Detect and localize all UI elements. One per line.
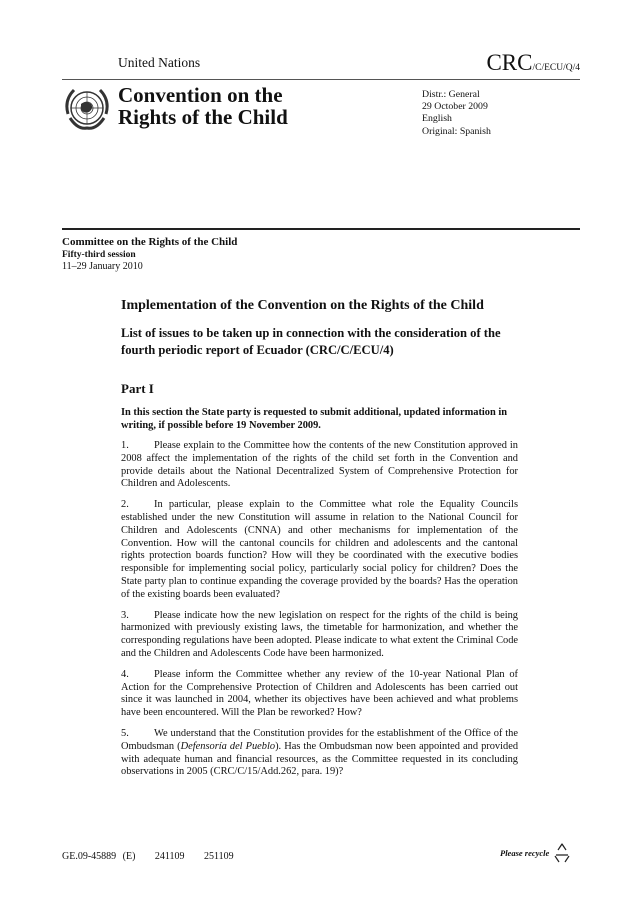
footer-code: GE.09-45889 (E) 241109 251109	[62, 851, 234, 862]
distribution-info	[422, 89, 491, 138]
paragraphs	[121, 440, 518, 787]
session: Fifty-third session	[62, 249, 136, 260]
paragraph-number: 1.	[121, 440, 129, 451]
org-name: United Nations	[118, 55, 201, 70]
committee-info	[62, 236, 237, 274]
document-symbol	[486, 50, 580, 76]
recycle-notice	[500, 842, 573, 864]
language-line: English	[422, 113, 452, 125]
title-line: Convention on the	[118, 83, 283, 107]
symbol-main: CRC	[486, 50, 533, 75]
paragraph-number: 2.	[121, 499, 129, 511]
paragraph	[121, 440, 518, 491]
paragraph-emphasis: Defensoría del Pueblo	[180, 740, 276, 752]
paragraph-text: Please explain to the Committee how the contents of the new Constitution approved in 2008 affect the implementation of the rights of the child set forth in the Convention and provide details about the National Decentralized System of Comprehensive Protection for Children and Adolescents.	[121, 440, 518, 490]
paragraph-text: We understand that the Constitution provides for the establishment of the Office of the Ombudsman (	[121, 727, 518, 752]
paragraph-number: 3.	[121, 609, 129, 621]
paragraph-text: Please inform the Committee whether any review of the 10-year National Plan of Action for the Comprehensive Protection of Children and Adolescents has been carried out since it was launched in 2004, whether its objectives have been achieved and what problems have been encountered. Will the Plan be reworked? How?	[121, 668, 518, 719]
original-language-line: Original: Spanish	[422, 125, 491, 137]
paragraph-text: In particular, please explain to the Committee what role the Equality Councils established under the new Constitution will assume in relation to the National Council for Children and Adolescents (CNNA) and other mechanisms for implementation of the Convention. How will the cantonal councils for children and adolescents and the cantonal rights protection boards function? How will they be coordinated with the executive bodies responsible for implementing social policy, particularly social policy for children? Does the State party plan to continue expanding the coverage provided by the boards? Has the operation of the existing boards been evaluated?	[121, 499, 518, 600]
paragraph-text: Please indicate how the new legislation on respect for the rights of the child is being harmonized with previously existing laws, the timetable for harmonization, and whether the corresponding regulations have been adopted. Please indicate to what extent the Criminal Code and the Children and Adolescents Code have been harmonized.	[121, 609, 518, 659]
paragraph-text: ). Has the Ombudsman now been appointed and provided with adequate human and financial resources, as the Committee requested in its concluding observations in 2005 (CRC/C/15/Add.262, para. 19)?	[121, 740, 519, 778]
subheading: List of issues to be taken up in connection with the consideration of the fourth periodic report of Ecuador (CRC/C/ECU/4)	[121, 326, 501, 357]
recycle-icon	[551, 842, 573, 864]
paragraph	[121, 728, 518, 779]
main-heading: Implementation of the Convention on the Rights of the Child	[121, 298, 484, 313]
title-line: Rights of the Child	[118, 105, 288, 129]
paragraph-number: 4.	[121, 668, 129, 680]
distribution-line: Distr.: General	[422, 89, 480, 100]
paragraph	[121, 610, 518, 661]
committee-name: Committee on the Rights of the Child	[62, 236, 238, 248]
session-dates: 11–29 January 2010	[62, 261, 143, 272]
date-line: 29 October 2009	[422, 101, 488, 113]
recycle-text: Please recycle	[500, 848, 550, 858]
paragraph-number: 5.	[121, 727, 129, 739]
paragraph	[121, 669, 518, 720]
intro-text: In this section the State party is requested to submit additional, updated information in writing, if possible before 19 November 2009.	[121, 407, 508, 431]
top-rule	[62, 79, 580, 80]
header-rule	[62, 228, 580, 230]
symbol-sub: /C/ECU/Q/4	[532, 63, 580, 73]
un-emblem-icon	[62, 84, 112, 134]
paragraph	[121, 499, 518, 601]
part-heading: Part I	[121, 381, 154, 396]
body-title	[118, 84, 288, 128]
